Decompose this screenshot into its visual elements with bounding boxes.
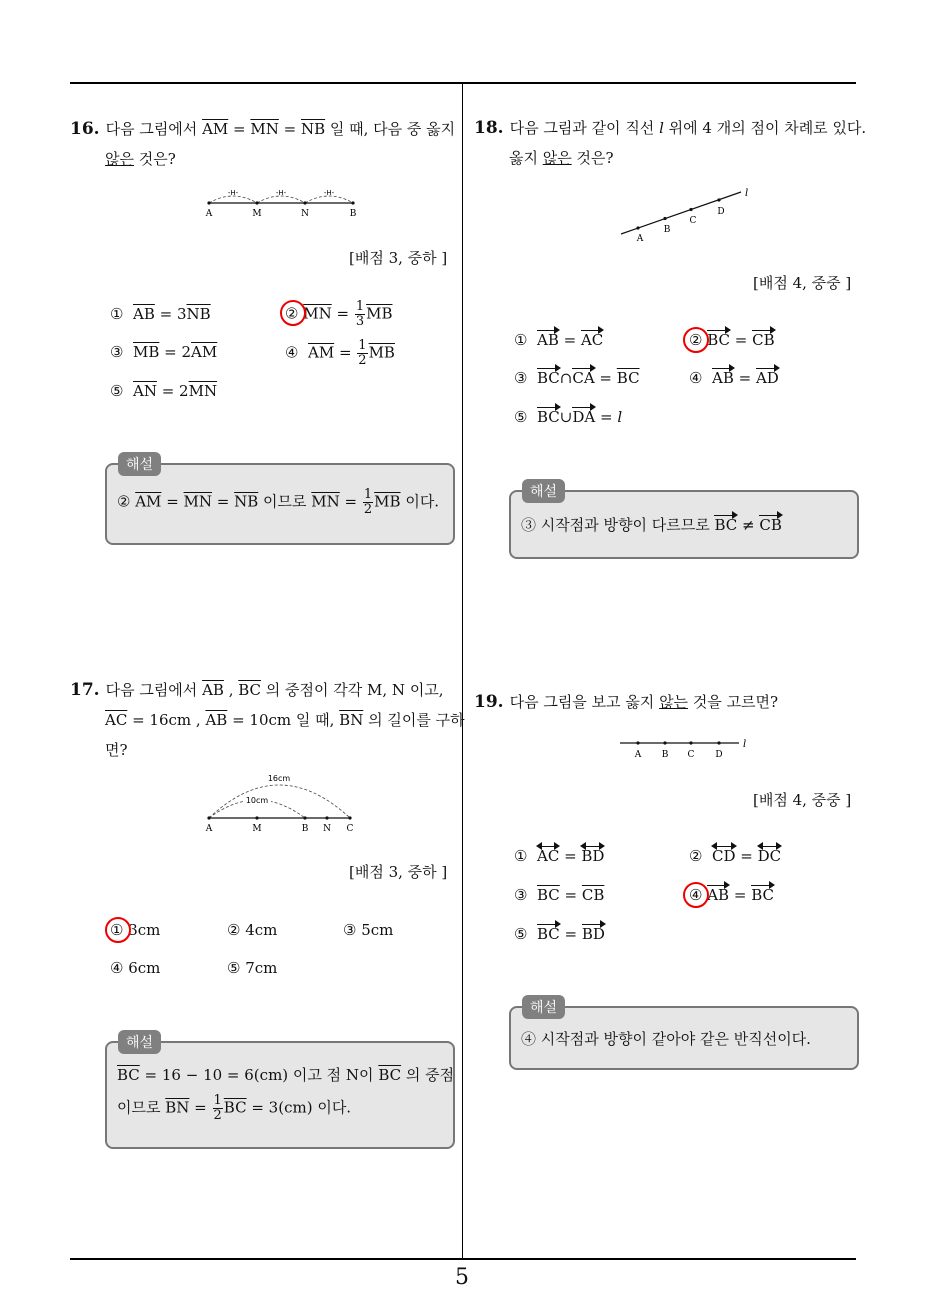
q16-option-3[interactable]: ③ $\overline{MB} = 2\overline{AM}$ [110,343,218,361]
page-number: 5 [455,1265,469,1290]
q16-label-b: B [349,209,357,219]
q19-option-5[interactable]: ⑤ BC = BD [514,925,605,943]
q16-number: 16. [70,119,100,139]
q17-option-5[interactable]: ⑤ 7cm [227,959,278,977]
q18-option-4[interactable]: ④ AB = AD [689,369,779,387]
q16-option-2[interactable]: ② $\overline{MN}$ = $\frac{1}{3}$ $\overline{MB}$ [285,299,393,329]
q16-tick-2: -H- [275,189,287,197]
q17-option-4[interactable]: ④ 6cm [110,959,161,977]
q16-point-m [255,201,258,204]
q19-number: 19. [474,692,504,712]
q19-solution-tag: 해설 [522,995,565,1019]
q16-point-b [351,201,354,204]
q17-question: 17. 다음 그림에서 $\overline{AB}$ , $\overline{BC}$ 의 중점이 각각 M, N 이고, $\overline{AC} = 16cm$ , $\overline{AB} = 10cm$ 일 때, $\overline{BN}$ 의 길이를 구하 면? [70,680,465,759]
q16-label-a: A [205,209,213,219]
q18-option-3[interactable]: ③ BC∩CA = $\overline{BC}$ [514,369,640,387]
q19-label-d: D [715,750,723,760]
q18-question: 18. 다음 그림과 같이 직선 l 위에 4 개의 점이 차례로 있다. 옳지 않은 것은? [474,118,867,167]
q18-option-2[interactable]: ② BC = CB [689,331,775,349]
bottom-rule [70,1258,856,1260]
q16-arc-mn [257,196,305,203]
q18-figure [615,184,755,246]
q19-label-a: A [634,750,642,760]
q18-underlined-word: 않은 [542,149,572,167]
q17-solution-line1: $\overline{BC} = 16 - 10 = 6(cm)$ 이고 점 N이 $\overline{BC}$ 의 중점 [117,1066,455,1084]
q16-tick-1: -H- [227,189,239,197]
q16-label-m: M [252,209,262,219]
q17-arc-outer-label: 16cm [267,774,291,783]
q19-label-l: l [743,739,747,750]
q16-question: 16. 다음 그림에서 $\overline{AM} = \overline{MN} = \overline{NB}$ 일 때, 다음 중 옳지 않은 것은? [70,119,456,168]
q17-solution-line2: 이므로 $\overline{BN}$ = $\frac{1}{2}$ $\overline{BC} = 3(cm)$ 이다. [117,1093,352,1123]
q19-solution-text: ④ 시작점과 방향이 같아야 같은 반직선이다. [521,1030,811,1048]
q18-label-b: B [663,225,671,235]
q17-label-a: A [205,824,213,834]
q19-underlined-word: 않는 [659,693,689,711]
q16-point-n [303,201,306,204]
q17-figure [195,770,365,836]
q17-option-2[interactable]: ② 4cm [227,921,278,939]
q18-number: 18. [474,118,504,138]
q18-label-d: D [717,207,725,217]
q16-label-n: N [301,209,309,219]
q19-answer-circle [683,882,709,908]
q19-option-2[interactable]: ② CD = DC [689,847,781,865]
q19-option-3[interactable]: ③ $\overline{BC} = \overline{CB}$ [514,886,605,904]
q16-score: [배점 3, 중하 ] [349,249,448,267]
q19-text-a: 다음 그림을 보고 옳지 [509,693,660,711]
q19-figure [615,733,755,763]
q19-option-4[interactable]: ④ AB = BC [689,886,774,904]
q18-answer-circle [683,327,709,353]
q18-solution-text: ③ 시작점과 방향이 다르므로 BC ≠ CB [521,516,782,534]
q16-option-5[interactable]: ⑤ $\overline{AN} = 2\overline{MN}$ [110,382,218,400]
q18-label-a: A [636,234,644,244]
q17-answer-circle [105,917,131,943]
q17-label-m: M [252,824,262,834]
q17-option-1[interactable]: ① 3cm [110,921,161,939]
q17-option-3[interactable]: ③ 5cm [343,921,394,939]
q17-label-n: N [323,824,331,834]
top-rule [70,82,856,84]
q16-underlined-word: 않은 [105,150,134,168]
q19-question [474,687,864,717]
q16-point-a [207,201,210,204]
q19-label-b: B [661,750,669,760]
q19-score: [배점 4, 중중 ] [753,791,852,809]
q18-label-c: C [689,216,697,226]
q16-figure [195,184,365,224]
q19-text-b: 것을 고르면? [688,693,779,711]
q16-solution-tag: 해설 [118,452,161,476]
q18-label-l: l [745,188,749,199]
q17-score: [배점 3, 중하 ] [349,863,448,881]
q19-option-1[interactable]: ① AC = BD [514,847,604,865]
q18-option-5[interactable]: ⑤ BC∪DA = l [514,408,623,426]
q17-label-b: B [301,824,309,834]
column-divider [462,83,463,1259]
q17-label-c: C [346,824,354,834]
q16-arc-nb [305,196,353,203]
q16-arc-am [209,196,257,203]
q17-arc-outer [209,785,350,818]
q17-number: 17. [70,680,100,700]
q18-score: [배점 4, 중중 ] [753,274,852,292]
q17-solution-tag: 해설 [118,1030,161,1054]
q16-option-4[interactable]: ④ $\overline{AM}$ = $\frac{1}{2}$ $\overline{MB}$ [285,338,395,368]
q16-answer-circle [280,300,306,326]
q17-arc-inner-label: 10cm [245,796,269,805]
q16-tick-3: -H- [323,189,335,197]
q16-option-1[interactable]: ① $\overline{AB} = 3\overline{NB}$ [110,305,211,323]
q16-solution-text: ② $\overline{AM} = \overline{MN} = \overline{NB}$ 이므로 $\overline{MN}$ = $\frac{1}{2}$ $\overline{MB}$ 이다. [117,487,440,517]
q18-option-1[interactable]: ① AB = AC [514,331,604,349]
q19-label-c: C [687,750,695,760]
q18-solution-tag: 해설 [522,479,565,503]
